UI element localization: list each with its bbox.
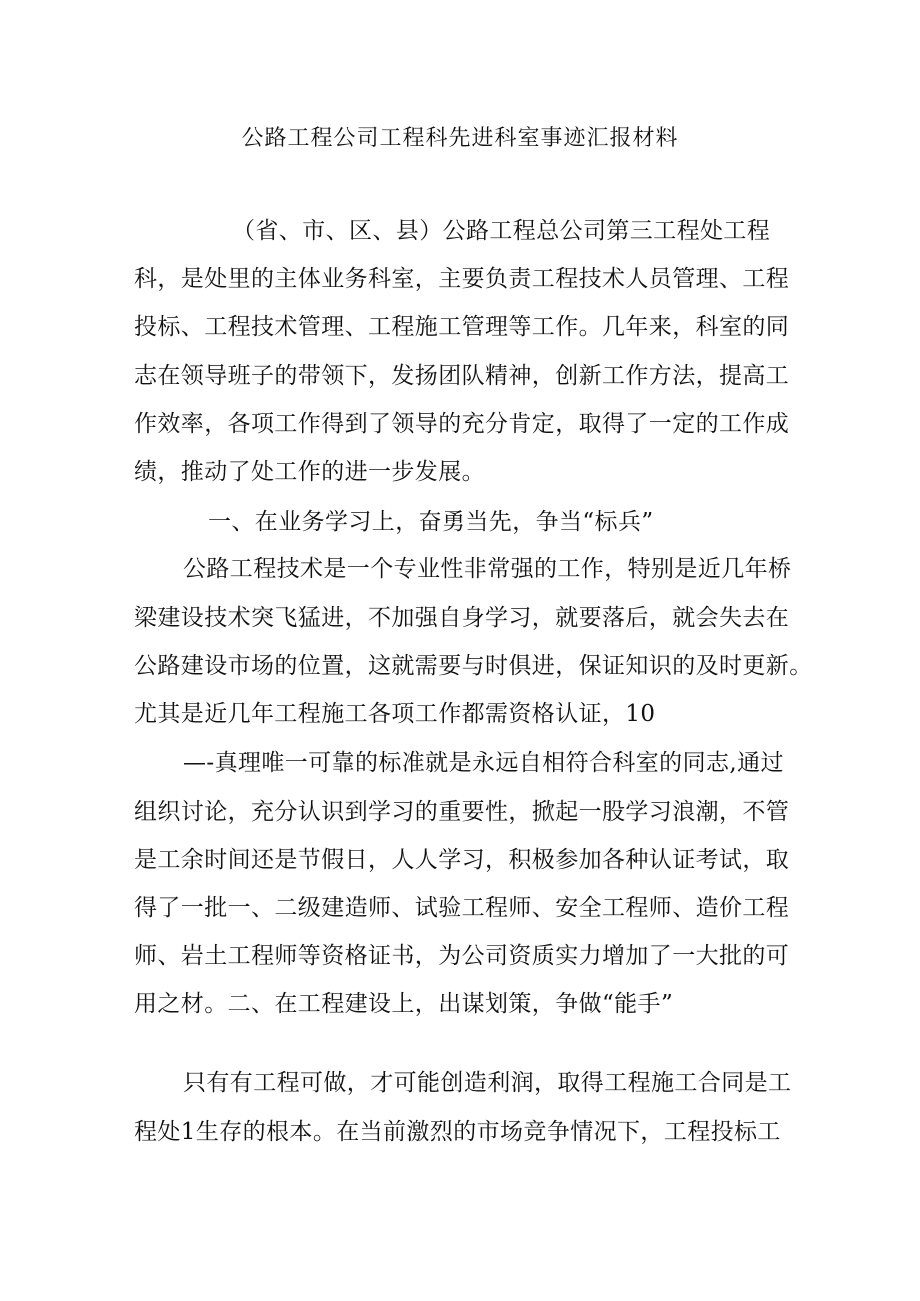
intro-line-6: 绩，推动了处工作的进一步发展。	[134, 459, 485, 485]
para2-line-3: 是工余时间还是节假日，人人学习，积极参加各种认证考试，取	[134, 847, 790, 873]
section-heading-1: 一、在业务学习上，奋勇当先，争当“标兵”	[208, 509, 654, 535]
para1-line-3: 公路建设市场的位置，这就需要与时俱进，保证知识的及时更新。	[134, 653, 813, 679]
intro-line-4: 志在领导班子的带领下，发扬团队精神，创新工作方法，提高工	[134, 363, 790, 389]
para1-line-1: 公路工程技术是一个专业性非常强的工作，特别是近几年桥	[183, 556, 792, 582]
para3-line-2: 程处1生存的根本。在当前激烈的市场竞争情况下，工程投标工	[134, 1119, 781, 1145]
para2-line-6: 用之材。二、在工程建设上，出谋划策，争做“能手”	[134, 991, 674, 1017]
para2-line-2: 组织讨论，充分认识到学习的重要性，掀起一股学习浪潮，不管	[134, 799, 790, 825]
para1-line-4: 尤其是近几年工程施工各项工作都需资格认证，10	[134, 701, 656, 727]
intro-line-1: （省、市、区、县）公路工程总公司第三工程处工程	[232, 218, 771, 244]
intro-line-2: 科，是处里的主体业务科室，主要负责工程技术人员管理、工程	[134, 266, 790, 292]
document-title: 公路工程公司工程科先进科室事迹汇报材料	[241, 126, 679, 151]
para2-line-4: 得了一批一、二级建造师、试验工程师、安全工程师、造价工程	[134, 895, 790, 921]
para2-line-1: —-真理唯一可靠的标准就是永远自相符合科室的同志,通过	[183, 750, 784, 776]
para1-line-2: 梁建设技术突飞猛进，不加强自身学习，就要落后，就会失去在	[134, 605, 790, 631]
para3-line-1: 只有有工程可做，才可能创造利润，取得工程施工合同是工	[183, 1070, 792, 1096]
para2-line-5: 师、岩土工程师等资格证书，为公司资质实力增加了一大批的可	[134, 943, 790, 969]
intro-line-3: 投标、工程技术管理、工程施工管理等工作。几年来，科室的同	[134, 314, 790, 340]
intro-line-5: 作效率，各项工作得到了领导的充分肯定，取得了一定的工作成	[134, 411, 790, 437]
